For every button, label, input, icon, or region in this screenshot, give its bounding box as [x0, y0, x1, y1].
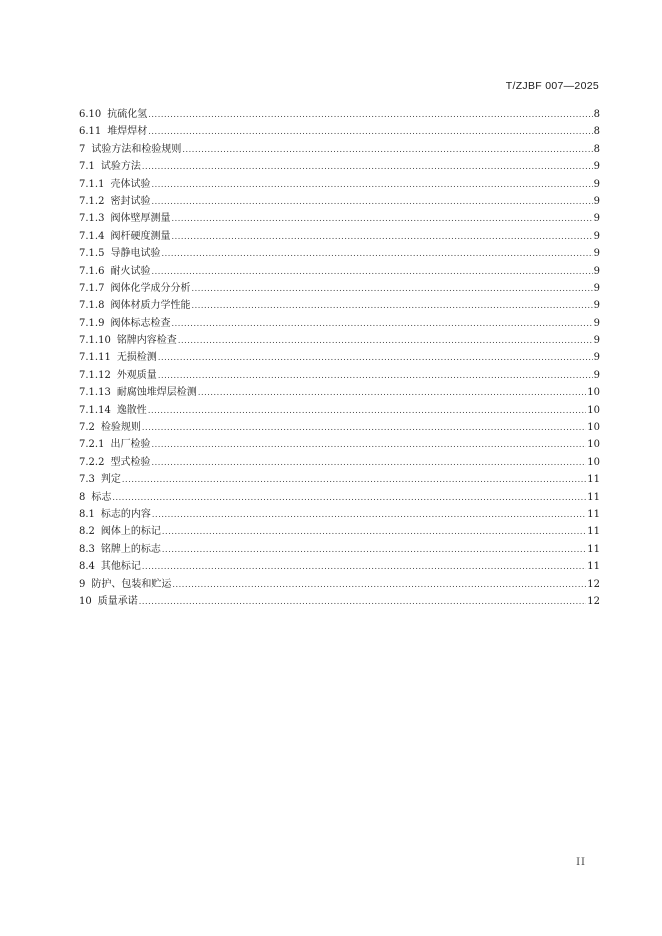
toc-dot-leader [151, 193, 592, 210]
toc-entry-page: 9 [593, 335, 600, 347]
toc-dot-leader [148, 402, 586, 419]
toc-entry-title: 标志的内容 [100, 508, 151, 520]
toc-entry-page: 11 [587, 491, 600, 503]
toc-entry-page: 9 [593, 161, 600, 173]
toc-entry-page: 9 [593, 195, 600, 207]
toc-entry[interactable] [79, 541, 600, 558]
toc-entry-page: 10 [587, 456, 600, 468]
toc-entry-number: 7.3 [79, 474, 95, 486]
toc-entry-page: 9 [593, 230, 600, 242]
toc-entry-number: 7.1.14 [79, 404, 111, 416]
toc-dot-leader [172, 576, 586, 593]
toc-entry-number: 7.1 [79, 161, 95, 173]
toc-entry-page: 9 [593, 265, 600, 277]
toc-dot-leader [191, 297, 592, 314]
toc-entry-title: 导静电试验 [110, 248, 161, 260]
toc-dot-leader [171, 228, 592, 245]
toc-entry[interactable] [79, 158, 600, 175]
toc-entry[interactable] [79, 245, 600, 262]
toc-entry-title: 耐腐蚀堆焊层检测 [116, 387, 197, 399]
toc-entry-number: 7.2.1 [79, 439, 105, 451]
toc-entry-title: 阀体壁厚测量 [110, 213, 171, 225]
toc-entry-title: 判定 [100, 474, 121, 486]
toc-dot-leader [142, 558, 586, 575]
toc-entry[interactable] [79, 471, 600, 488]
toc-entry-number: 7.1.9 [79, 317, 105, 329]
toc-entry-page: 11 [587, 561, 600, 573]
toc-entry-page: 8 [593, 143, 600, 155]
toc-entry[interactable] [79, 367, 600, 384]
header-divider [78, 96, 599, 97]
toc-entry-page: 9 [593, 369, 600, 381]
toc-entry-number: 7.1.11 [79, 352, 111, 364]
toc-entry-number: 7.2.2 [79, 456, 105, 468]
toc-entry-number: 7.1.2 [79, 195, 105, 207]
toc-entry-page: 11 [587, 543, 600, 555]
toc-entry-title: 抗硫化氢 [107, 109, 148, 120]
toc-dot-leader [139, 593, 587, 610]
toc-entry[interactable] [79, 315, 600, 332]
toc-dot-leader [158, 367, 593, 384]
toc-entry[interactable] [79, 263, 600, 280]
table-of-contents [79, 106, 600, 610]
toc-dot-leader [151, 454, 586, 471]
toc-entry-title: 外观质量 [116, 369, 157, 381]
toc-entry-number: 8.1 [79, 508, 95, 520]
toc-entry-page: 9 [593, 282, 600, 294]
toc-entry[interactable] [79, 523, 600, 540]
toc-entry[interactable] [79, 106, 600, 123]
toc-entry[interactable] [79, 419, 600, 436]
toc-dot-leader [142, 158, 593, 175]
toc-entry-title: 阀体上的标记 [100, 526, 161, 538]
toc-entry-page: 11 [587, 526, 600, 538]
toc-entry-page: 10 [587, 422, 600, 434]
toc-entry-page: 9 [593, 352, 600, 364]
toc-entry[interactable] [79, 297, 600, 314]
toc-entry[interactable] [79, 210, 600, 227]
toc-entry-number: 8.4 [79, 561, 95, 573]
toc-entry-number: 7.1.5 [79, 248, 105, 260]
toc-entry-page: 9 [593, 300, 600, 312]
toc-entry[interactable] [79, 123, 600, 140]
toc-entry-title: 壳体试验 [110, 178, 151, 190]
toc-entry-title: 堆焊焊材 [107, 126, 148, 138]
toc-entry[interactable] [79, 489, 600, 506]
toc-entry-number: 6.11 [79, 126, 102, 138]
toc-entry-number: 8 [79, 491, 86, 503]
document-code: T/ZJBF 007—2025 [505, 80, 599, 92]
toc-entry-title: 逸散性 [116, 404, 147, 416]
toc-dot-leader [158, 349, 593, 366]
toc-entry-number: 7.1.13 [79, 387, 111, 399]
toc-entry-number: 7 [79, 143, 86, 155]
toc-entry-title: 检验规则 [100, 422, 141, 434]
toc-entry-number: 7.1.1 [79, 178, 105, 190]
toc-entry-number: 10 [79, 595, 92, 607]
toc-entry-page: 8 [593, 109, 600, 120]
toc-entry-page: 10 [587, 439, 600, 451]
toc-entry-page: 11 [587, 508, 600, 520]
toc-entry[interactable] [79, 576, 600, 593]
toc-dot-leader [151, 263, 592, 280]
toc-dot-leader [162, 523, 586, 540]
toc-entry-page: 10 [587, 387, 600, 399]
toc-entry-page: 8 [593, 126, 600, 138]
toc-dot-leader [112, 489, 586, 506]
toc-entry-title: 阀体材质力学性能 [110, 300, 191, 312]
toc-entry-number: 8.2 [79, 526, 95, 538]
toc-entry-page: 12 [587, 595, 600, 607]
toc-entry-number: 7.1.10 [79, 335, 111, 347]
toc-entry-number: 6.10 [79, 109, 102, 120]
toc-entry-number: 8.3 [79, 543, 95, 555]
toc-dot-leader [161, 245, 592, 262]
toc-entry-title: 防护、包装和贮运 [91, 578, 172, 590]
toc-entry-number: 9 [79, 578, 86, 590]
toc-dot-leader [148, 123, 592, 140]
toc-entry-page: 9 [593, 213, 600, 225]
toc-entry-title: 试验方法和检验规则 [91, 143, 182, 155]
toc-entry[interactable] [79, 176, 600, 193]
toc-entry-page: 12 [587, 578, 600, 590]
toc-entry-title: 无损检测 [116, 352, 157, 364]
toc-entry[interactable] [79, 141, 600, 158]
toc-entry-title: 标志 [91, 491, 112, 503]
toc-entry-number: 7.2 [79, 422, 95, 434]
toc-entry-number: 7.1.8 [79, 300, 105, 312]
toc-entry-title: 密封试验 [110, 195, 151, 207]
toc-dot-leader [182, 141, 592, 158]
toc-entry[interactable] [79, 332, 600, 349]
toc-entry-title: 阀杆硬度测量 [110, 230, 171, 242]
toc-dot-leader [178, 332, 593, 349]
toc-entry-title: 铭牌上的标志 [100, 543, 161, 555]
toc-dot-leader [171, 315, 592, 332]
toc-entry-number: 7.1.7 [79, 282, 105, 294]
toc-entry-number: 7.1.3 [79, 213, 105, 225]
toc-entry-title: 质量承诺 [97, 595, 138, 607]
toc-entry-page: 9 [593, 248, 600, 260]
toc-dot-leader [122, 471, 586, 488]
toc-entry-title: 试验方法 [100, 161, 141, 173]
toc-entry-number: 7.1.4 [79, 230, 105, 242]
toc-entry-title: 型式检验 [110, 456, 151, 468]
toc-entry[interactable] [79, 593, 600, 610]
toc-entry-title: 其他标记 [100, 561, 141, 573]
toc-entry[interactable] [79, 349, 600, 366]
toc-dot-leader [198, 384, 586, 401]
toc-entry[interactable] [79, 454, 600, 471]
toc-entry-title: 铭牌内容检查 [116, 335, 177, 347]
toc-entry[interactable] [79, 384, 600, 401]
toc-dot-leader [162, 541, 586, 558]
toc-entry-page: 9 [593, 178, 600, 190]
toc-entry-title: 耐火试验 [110, 265, 151, 277]
toc-entry-title: 阀体化学成分分析 [110, 282, 191, 294]
toc-entry-title: 出厂检验 [110, 439, 151, 451]
page-number: II [576, 857, 586, 868]
toc-entry[interactable] [79, 193, 600, 210]
toc-entry-title: 阀体标志检查 [110, 317, 171, 329]
toc-dot-leader [191, 280, 592, 297]
toc-entry[interactable] [79, 436, 600, 453]
toc-entry-page: 11 [587, 474, 600, 486]
toc-entry[interactable] [79, 402, 600, 419]
toc-entry[interactable] [79, 228, 600, 245]
toc-entry-page: 10 [587, 404, 600, 416]
toc-entry[interactable] [79, 558, 600, 575]
toc-entry-number: 7.1.6 [79, 265, 105, 277]
toc-dot-leader [152, 506, 586, 523]
toc-entry-page: 9 [593, 317, 600, 329]
toc-entry[interactable] [79, 280, 600, 297]
toc-dot-leader [151, 436, 586, 453]
toc-entry[interactable] [79, 506, 600, 523]
toc-entry-number: 7.1.12 [79, 369, 111, 381]
toc-dot-leader [151, 176, 592, 193]
toc-dot-leader [171, 210, 592, 227]
toc-dot-leader [142, 419, 586, 436]
toc-dot-leader [148, 106, 592, 123]
